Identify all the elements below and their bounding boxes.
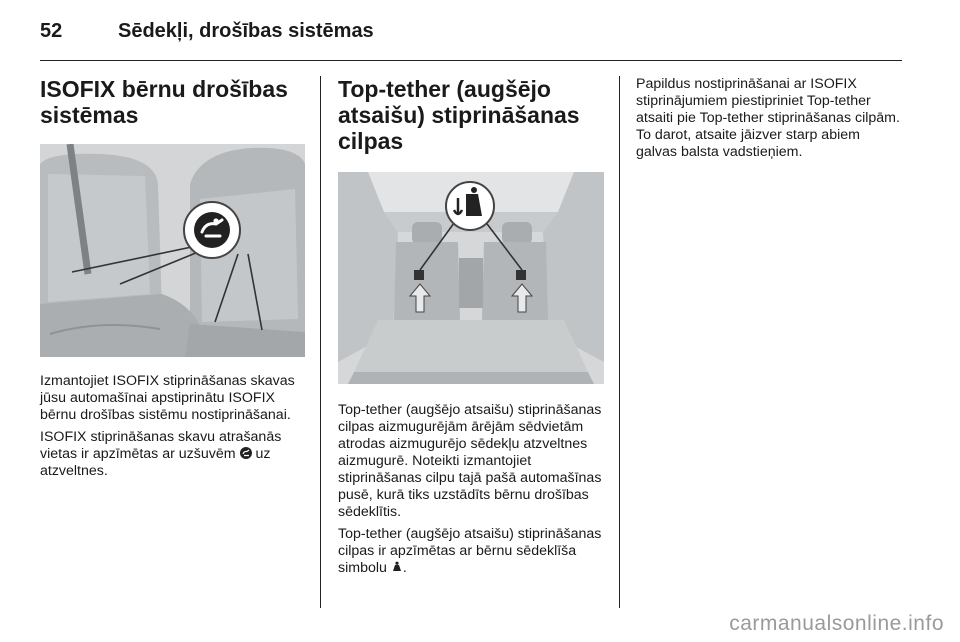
column-divider-1 bbox=[320, 76, 321, 608]
isofix-heading: ISOFIX bērnu drošības sistēmas bbox=[40, 76, 288, 128]
isofix-child-seat-icon bbox=[240, 447, 252, 459]
top-tether-heading: Top-tether (augšējo atsaišu) stiprināšanas cilpas bbox=[338, 76, 580, 154]
column-isofix bbox=[40, 76, 305, 480]
column-divider-2 bbox=[619, 76, 620, 608]
page-number: 52 bbox=[40, 20, 63, 42]
chapter-title: Sēdekļi, drošības sistēmas bbox=[118, 20, 374, 42]
top-tether-paragraph-2: Top-tether (augšējo atsaišu) stiprināšanas cilpas ir apzīmētas ar bērnu sēdeklīša simbolu . bbox=[338, 526, 602, 576]
top-tether-trunk-illustration bbox=[338, 172, 604, 384]
isofix-seat-illustration bbox=[40, 144, 305, 357]
isofix-paragraph-2: ISOFIX stiprināšanas skavu atrašanās vietas ir apzīmētas ar uzšuvēm uz atzveltnes. bbox=[40, 429, 282, 479]
isofix-paragraph-1: Izmantojiet ISOFIX stiprināšanas skavas jūsu automašīnai apstiprinātu ISOFIX bērnu drošības sistēmu nostiprināšanai. bbox=[40, 373, 295, 423]
header-divider bbox=[40, 60, 902, 61]
top-tether-paragraph-3: Papildus nostiprināšanai ar ISOFIX stiprinājumiem piestipriniet Top-tether atsaiti pie Top-tether stiprināšanas cilpām. To darot, atsaite jāizver starp abiem galvas balsta vadstieņiem. bbox=[636, 76, 900, 160]
top-tether-paragraph-1: Top-tether (augšējo atsaišu) stiprināšanas cilpas aizmugurējām ārējām sēdvietām atrodas aizmugurējo sēdekļu atzveltnes aizmugurē. Noteikti izmantojiet stiprināšanas cilpu tajā pašā automašīnas pusē, kurā tiks uzstādīts bērnu drošības sēdeklītis. bbox=[338, 402, 602, 520]
watermark: carmanualsonline.info bbox=[729, 612, 944, 635]
isofix-child-seat-icon bbox=[184, 202, 240, 258]
top-tether-child-seat-icon bbox=[391, 561, 403, 573]
column-continuation bbox=[636, 76, 902, 161]
top-tether-child-seat-icon bbox=[446, 182, 494, 230]
column-top-tether bbox=[338, 76, 604, 577]
